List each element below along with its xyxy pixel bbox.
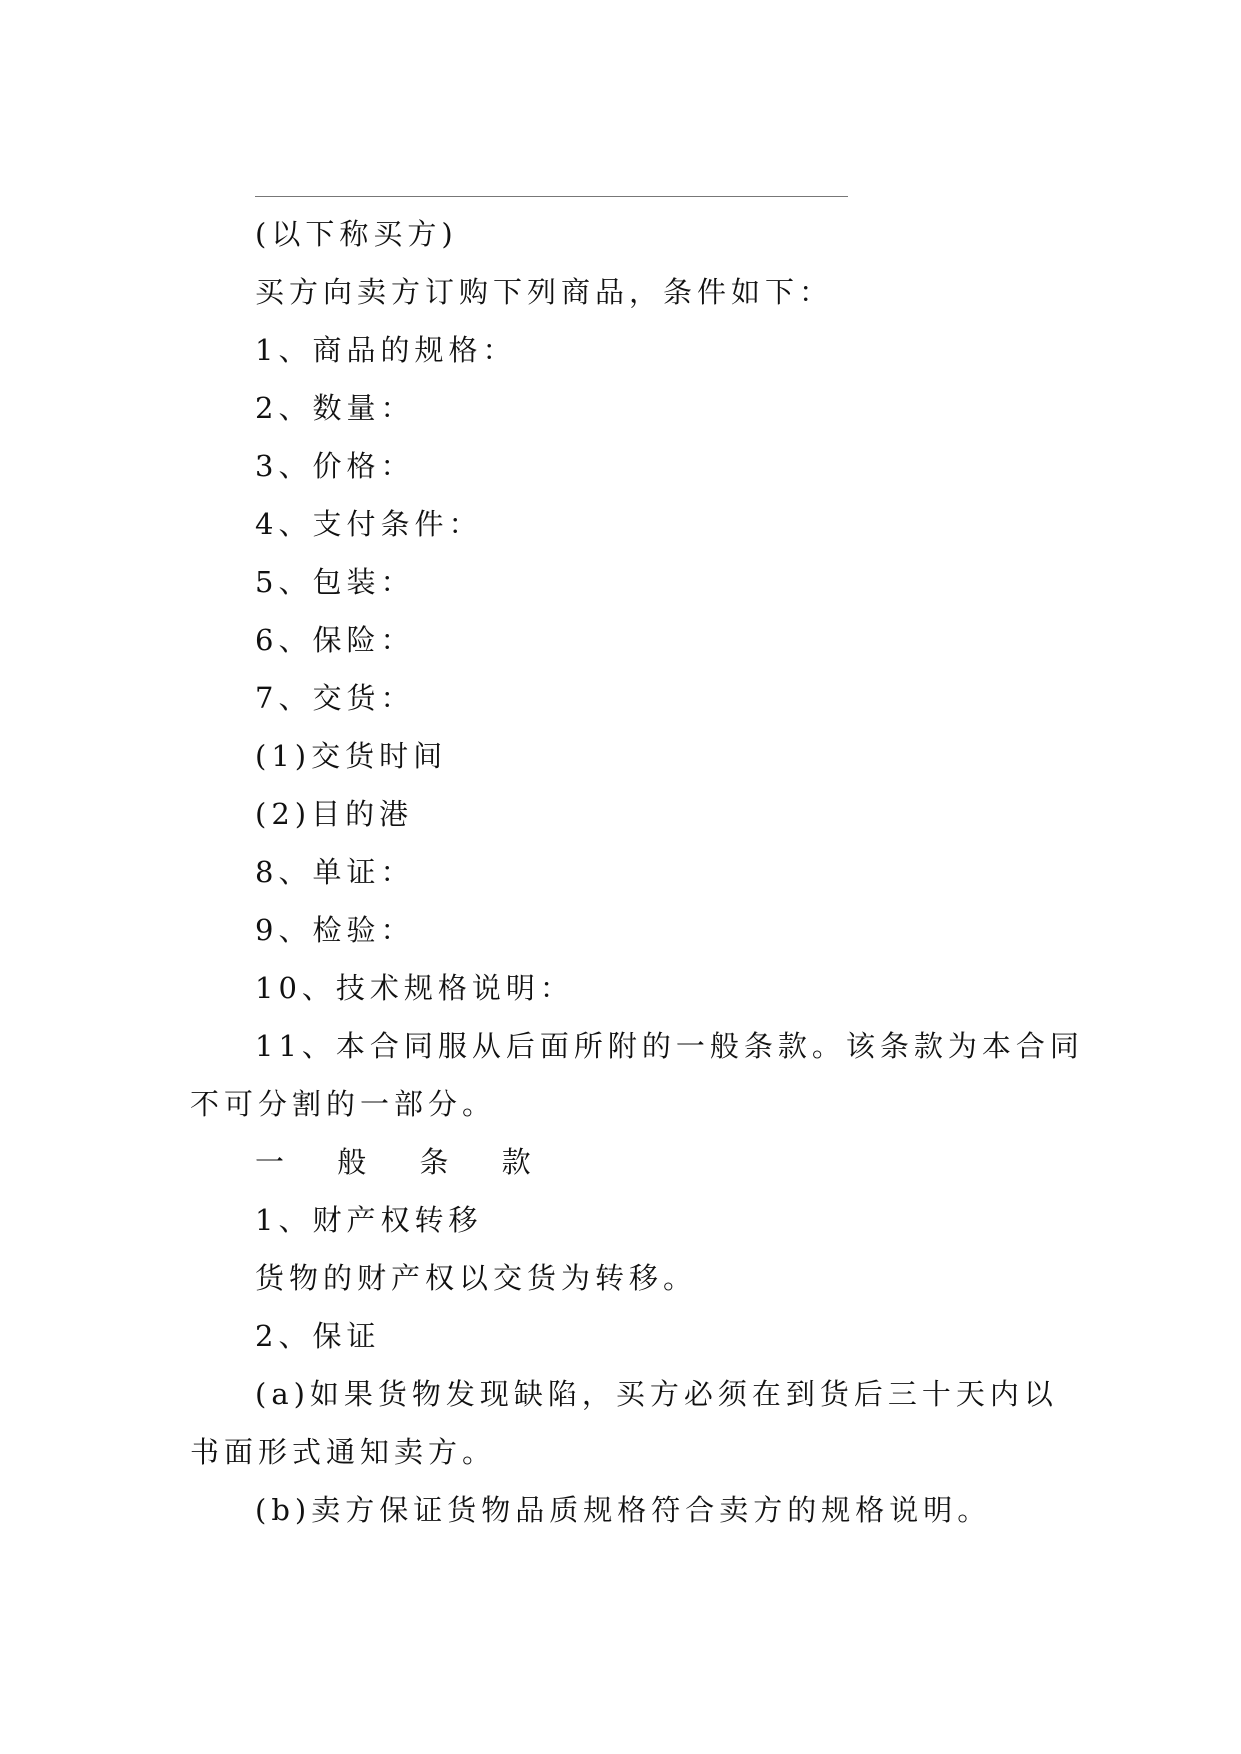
term-title-warranty: 2、保证 (255, 1319, 381, 1353)
clause-delivery-time: (1)交货时间 (255, 739, 448, 773)
buyer-designation: (以下称买方) (255, 217, 458, 251)
order-intro: 买方向卖方订购下列商品，条件如下： (255, 275, 834, 309)
clause-insurance: 6、保险： (255, 623, 415, 657)
clause-general-terms-cont: 不可分割的一部分。 (190, 1087, 497, 1121)
warranty-item-b: (b)卖方保证货物品质规格符合卖方的规格说明。 (255, 1493, 992, 1527)
clause-price: 3、价格： (255, 449, 415, 483)
clause-documents: 8、单证： (255, 855, 415, 889)
clause-destination-port: (2)目的港 (255, 797, 414, 831)
warranty-item-a: (a)如果货物发现缺陷，买方必须在到货后三十天内以 (255, 1377, 1058, 1411)
clause-specification: 1、商品的规格： (255, 333, 517, 367)
clause-packing: 5、包装： (255, 565, 415, 599)
clause-quantity: 2、数量： (255, 391, 415, 425)
signature-blank-line (255, 196, 848, 197)
term-text-property-transfer: 货物的财产权以交货为转移。 (255, 1261, 698, 1295)
clause-technical-spec: 10、技术规格说明： (255, 971, 574, 1005)
clause-delivery: 7、交货： (255, 681, 415, 715)
clause-general-terms: 11、本合同服从后面所附的一般条款。该条款为本合同 (255, 1029, 1084, 1063)
term-title-property-transfer: 1、财产权转移 (255, 1203, 483, 1237)
section-heading-general-terms: 一 般 条 款 (255, 1145, 553, 1179)
clause-payment-terms: 4、支付条件： (255, 507, 483, 541)
clause-inspection: 9、检验： (255, 913, 415, 947)
warranty-item-a-cont: 书面形式通知卖方。 (190, 1435, 497, 1469)
